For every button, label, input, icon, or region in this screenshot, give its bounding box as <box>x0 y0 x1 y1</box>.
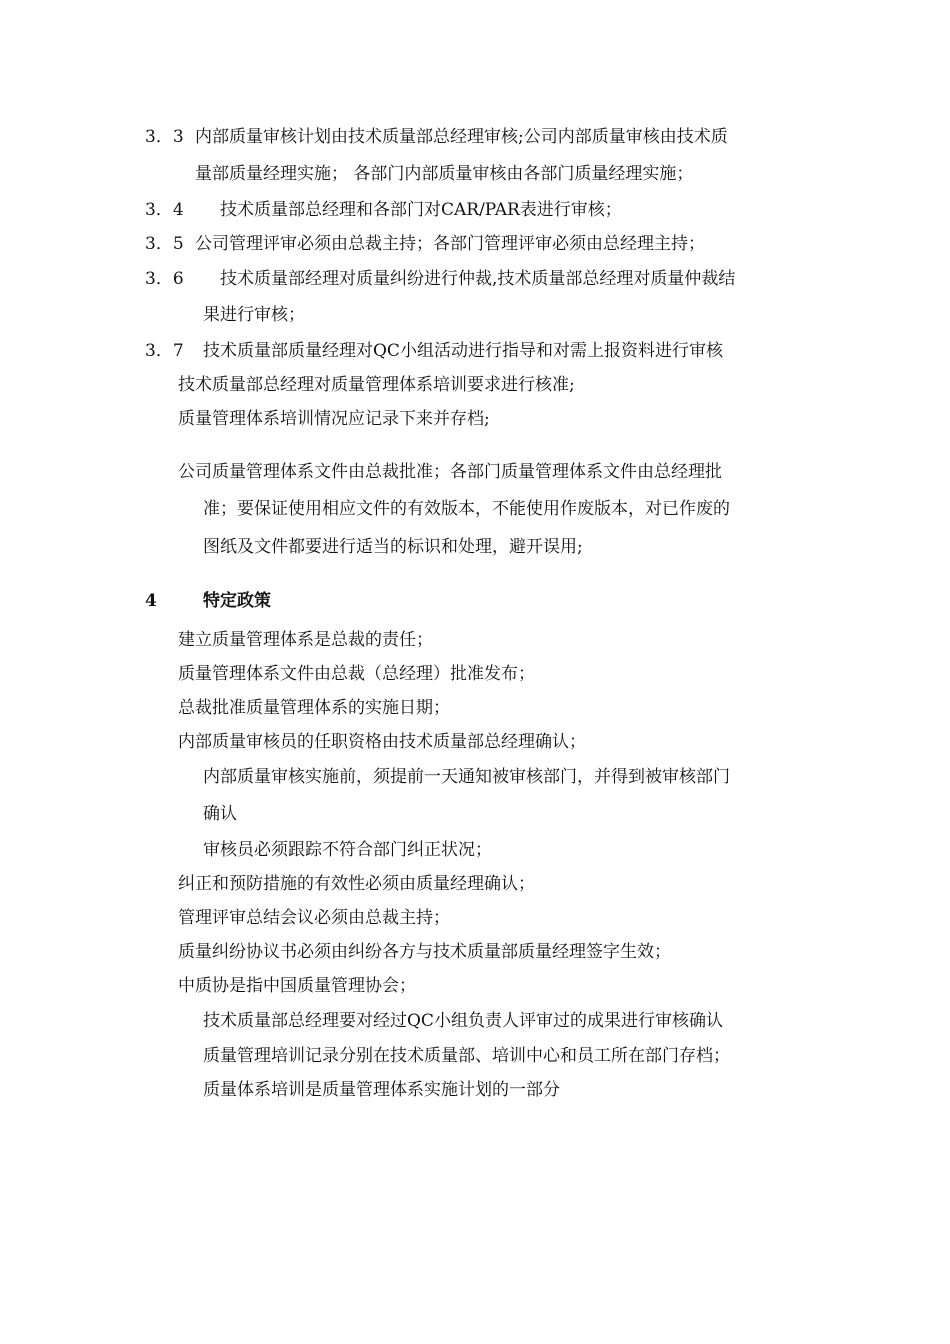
item-3-7-line-3: 质量管理体系培训情况应记录下来并存档; <box>178 409 490 429</box>
item-3-4-line-1: 技术质量部总经理和各部门对CAR/PAR表进行审核； <box>220 200 622 220</box>
item-3-3-line-2: 量部质量经理实施； 各部门内部质量审核由各部门质量经理实施； <box>195 164 694 184</box>
item-3-7-number: 3．7 <box>145 341 184 361</box>
policy-line-2: 质量管理体系文件由总裁（总经理）批准发布； <box>178 664 535 684</box>
policy-line-5: 内部质量审核实施前，须提前一天通知被审核部门，并得到被审核部门 <box>203 767 730 787</box>
policy-line-11: 中质协是指中国质量管理协会； <box>178 976 416 996</box>
policy-line-10: 质量纠纷协议书必须由纠纷各方与技术质量部质量经理签字生效； <box>178 942 671 962</box>
item-3-6-number: 3．6 <box>145 269 184 289</box>
item-3-3-number: 3．3 <box>145 127 184 147</box>
item-3-5-number: 3．5 <box>145 234 184 254</box>
policy-line-13: 质量管理培训记录分别在技术质量部、培训中心和员工所在部门存档； <box>203 1046 730 1066</box>
item-3-6-line-1: 技术质量部经理对质量纠纷进行仲裁,技术质量部总经理对质量仲裁结 <box>220 269 736 289</box>
item-3-4-number: 3．4 <box>145 200 184 220</box>
item-3-6-line-2: 果进行审核； <box>203 305 305 325</box>
policy-line-6: 确认 <box>203 804 237 824</box>
docs-line-1: 公司质量管理体系文件由总裁批准；各部门质量管理体系文件由总经理批 <box>178 462 722 482</box>
policy-line-3: 总裁批准质量管理体系的实施日期； <box>178 698 450 718</box>
policy-line-8: 纠正和预防措施的有效性必须由质量经理确认； <box>178 874 535 894</box>
policy-line-12: 技术质量部总经理要对经过QC小组负责人评审过的成果进行审核确认 <box>203 1011 723 1031</box>
docs-line-3: 图纸及文件都要进行适当的标识和处理，避开误用; <box>203 537 583 557</box>
policy-line-14: 质量体系培训是质量管理体系实施计划的一部分 <box>203 1080 560 1100</box>
policy-line-9: 管理评审总结会议必须由总裁主持； <box>178 908 450 928</box>
item-3-7-line-1: 技术质量部质量经理对QC小组活动进行指导和对需上报资料进行审核 <box>203 341 723 361</box>
section-4-title: 特定政策 <box>203 591 271 611</box>
policy-line-4: 内部质量审核员的任职资格由技术质量部总经理确认； <box>178 732 586 752</box>
policy-line-7: 审核员必须跟踪不符合部门纠正状况； <box>203 840 492 860</box>
item-3-7-line-2: 技术质量部总经理对质量管理体系培训要求进行核准; <box>178 375 575 395</box>
section-4-number: 4 <box>145 591 157 611</box>
item-3-5-line-1: 公司管理评审必须由总裁主持；各部门管理评审必须由总经理主持； <box>195 234 705 254</box>
item-3-3-line-1: 内部质量审核计划由技术质量部总经理审核;公司内部质量审核由技术质 <box>195 127 728 147</box>
policy-line-1: 建立质量管理体系是总裁的责任； <box>178 630 433 650</box>
docs-line-2: 准；要保证使用相应文件的有效版本，不能使用作废版本，对已作废的 <box>203 499 730 519</box>
